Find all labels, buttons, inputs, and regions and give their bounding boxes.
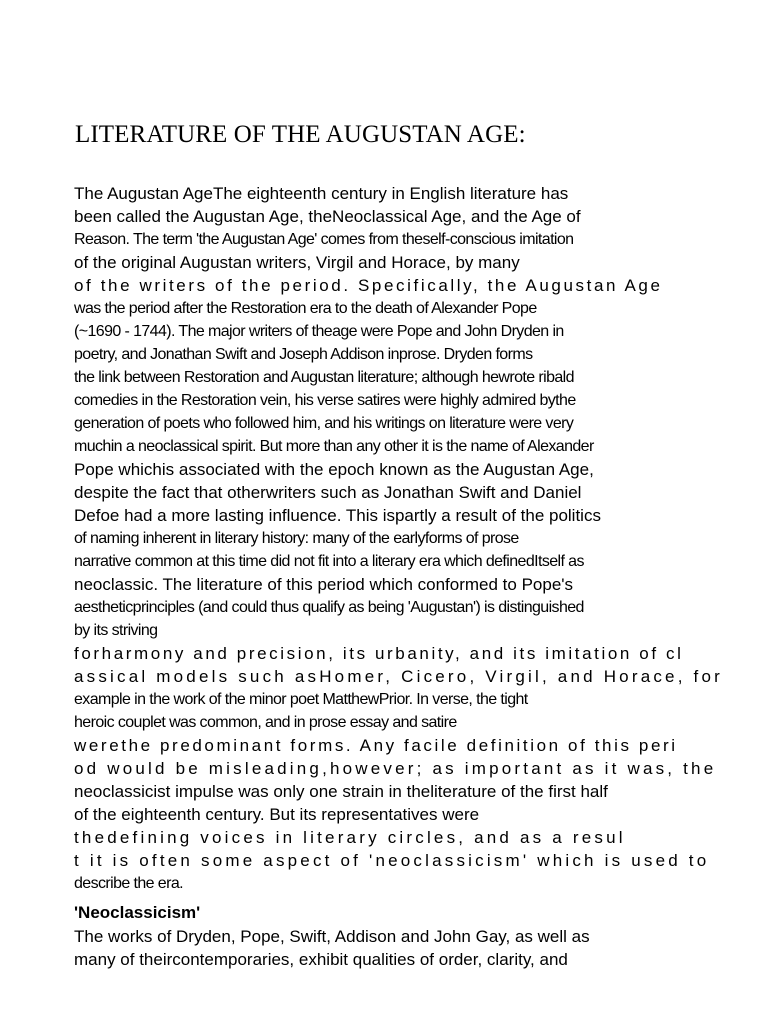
page-title: LITERATURE OF THE AUGUSTAN AGE:: [75, 121, 526, 148]
body-paragraph: [74, 182, 723, 895]
text-line: of naming inherent in literary history: many of the earlyforms of prose: [74, 530, 519, 547]
text-line: werethe predominant forms. Any facile definition of this peri: [74, 736, 678, 755]
text-line: aestheticprinciples (and could thus qualify as being 'Augustan') is distinguished: [74, 599, 584, 616]
section-heading: 'Neoclassicism': [74, 903, 201, 922]
text-line: Pope whichis associated with the epoch known as the Augustan Age,: [74, 460, 594, 479]
text-line: example in the work of the minor poet MatthewPrior. In verse, the tight: [74, 691, 528, 708]
text-line: t it is often some aspect of 'neoclassicism' which is used to: [74, 851, 710, 870]
text-line: describe the era.: [74, 875, 183, 892]
text-line: generation of poets who followed him, and his writings on literature were very: [74, 415, 574, 432]
text-line: neoclassic. The literature of this period which conformed to Pope's: [74, 575, 574, 594]
text-line: neoclassicist impulse was only one strain in theliterature of the first half: [74, 782, 608, 801]
text-line: the link between Restoration and Augustan literature; although hewrote ribald: [74, 369, 574, 386]
text-line: by its striving: [74, 622, 158, 639]
text-line: (~1690 - 1744). The major writers of theage were Pope and John Dryden in: [74, 323, 564, 340]
text-line: comedies in the Restoration vein, his verse satires were highly admired bythe: [74, 392, 576, 409]
text-line: od would be misleading,however; as important as it was, the: [74, 759, 717, 778]
text-line: of the eighteenth century. But its representatives were: [74, 805, 480, 824]
text-line: The Augustan AgeThe eighteenth century in English literature has: [74, 184, 569, 203]
text-line: thedefining voices in literary circles, and as a resul: [74, 828, 626, 847]
text-line: The works of Dryden, Pope, Swift, Addison and John Gay, as well as: [74, 927, 590, 946]
text-line: Defoe had a more lasting influence. This ispartly a result of the politics: [74, 506, 601, 525]
text-line: assical models such asHomer, Cicero, Virgil, and Horace, for: [74, 667, 723, 686]
body-paragraph-2: [74, 925, 714, 971]
text-line: Reason. The term 'the Augustan Age' comes from theself-conscious imitation: [74, 231, 574, 248]
text-line: muchin a neoclassical spirit. But more than any other it is the name of Alexander: [74, 438, 594, 455]
text-line: despite the fact that otherwriters such as Jonathan Swift and Daniel: [74, 483, 582, 502]
text-line: many of theircontemporaries, exhibit qualities of order, clarity, and: [74, 950, 568, 969]
text-line: forharmony and precision, its urbanity, and its imitation of cl: [74, 644, 684, 663]
text-line: of the original Augustan writers, Virgil and Horace, by many: [74, 253, 520, 272]
text-line: been called the Augustan Age, theNeoclassical Age, and the Age of: [74, 207, 581, 226]
text-line: heroic couplet was common, and in prose essay and satire: [74, 714, 457, 731]
text-line: poetry, and Jonathan Swift and Joseph Addison inprose. Dryden forms: [74, 346, 533, 363]
text-line: was the period after the Restoration era to the death of Alexander Pope: [74, 300, 537, 317]
text-line: narrative common at this time did not fit into a literary era which definedItself as: [74, 553, 584, 570]
text-line: of the writers of the period. Specifically, the Augustan Age: [74, 276, 663, 295]
